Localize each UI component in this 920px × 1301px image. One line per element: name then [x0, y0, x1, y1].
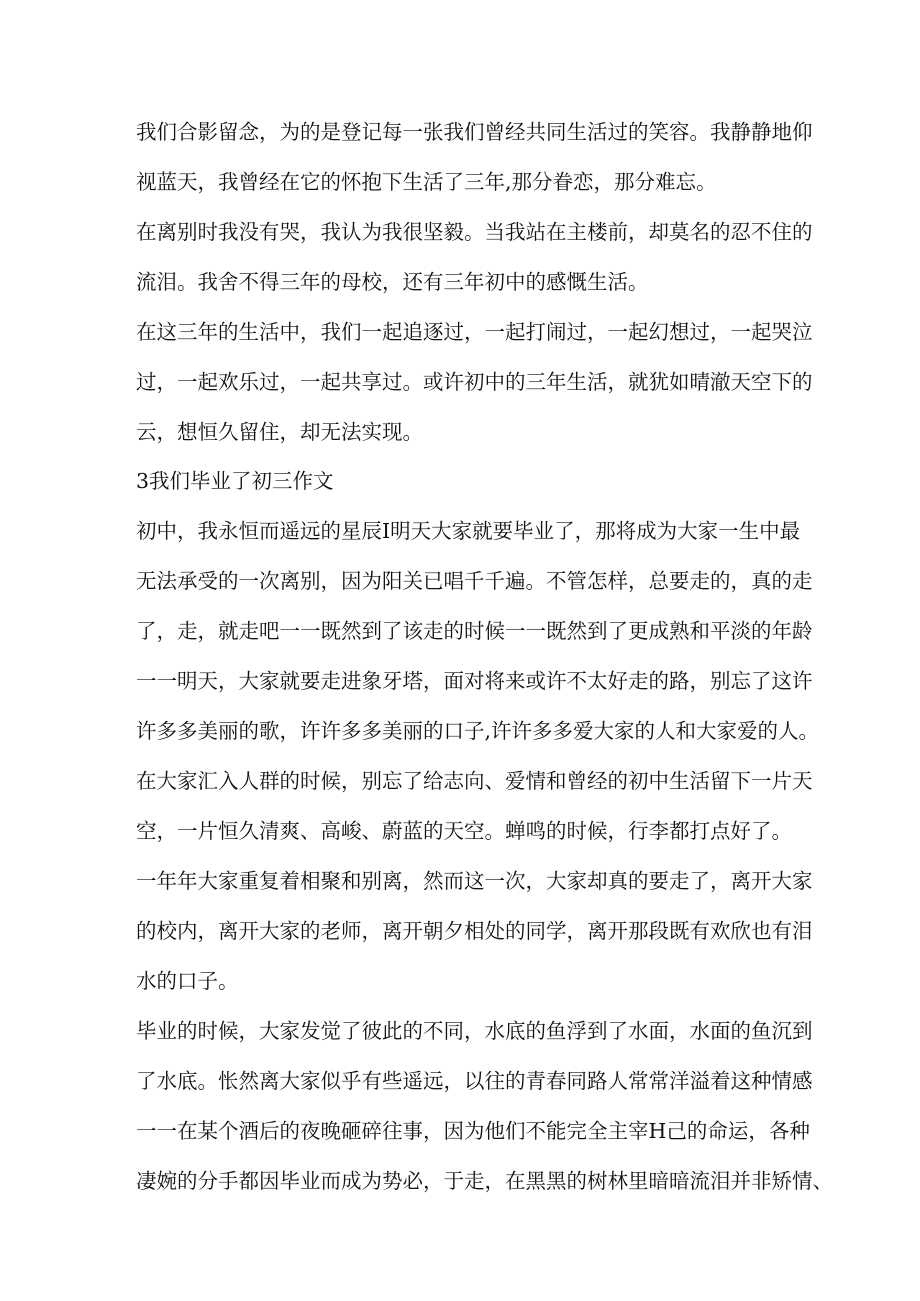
text-line: 我们合影留念，为的是登记每一张我们曾经共同生活过的笑容。我静静地仰: [136, 120, 813, 144]
text-line: 许多多美丽的歌，许许多多美丽的口子,许许多多爱大家的人和大家爱的人。: [136, 719, 820, 743]
text-line: 在大家汇入人群的时候，别忘了给志向、爱情和曾经的初中生活留下一片天: [136, 769, 813, 793]
text-line: 初中，我永恒而遥远的星辰I明天大家就要毕业了，那将成为大家一生中最: [136, 519, 801, 543]
text-line: 水的口子。: [136, 969, 239, 993]
text-line: 毕业的时候，大家发觉了彼此的不同，水底的鱼浮到了水面，水面的鱼沉到: [136, 1019, 813, 1043]
text-line: 了水底。怅然离大家似乎有些遥远，以往的青春同路人常常洋溢着这种情感: [136, 1069, 813, 1093]
text-line: 在这三年的生活中，我们一起追逐过，一起打闹过，一起幻想过，一起哭泣: [136, 320, 813, 344]
text-line: 在离别时我没有哭，我认为我很坚毅。当我站在主楼前，却莫名的忍不住的: [136, 220, 813, 244]
section-heading: 3我们毕业了初三作文: [136, 469, 334, 493]
text-line: 视蓝天，我曾经在它的怀抱下生活了三年,那分眷恋，那分难忘。: [136, 170, 717, 194]
text-line: 空，一片恒久清爽、高峻、蔚蓝的天空。蝉鸣的时候，行李都打点好了。: [136, 819, 792, 843]
text-line: 一年年大家重复着相聚和别离，然而这一次，大家却真的要走了，离开大家: [136, 869, 813, 893]
text-line: 凄婉的分手都因毕业而成为势必，于走，在黑黑的树林里暗暗流泪并非矫情、: [136, 1169, 833, 1193]
text-line: 流泪。我舍不得三年的母校，还有三年初中的感慨生活。: [136, 270, 649, 294]
text-line: 了，走，就走吧一一既然到了该走的时候一一既然到了更成熟和平淡的年龄: [136, 619, 813, 643]
text-line: 云，想恒久留住，却无法实现。: [136, 420, 423, 444]
text-line: 无法承受的一次离别，因为阳关已唱千千遍。不管怎样，总要走的，真的走: [136, 569, 813, 593]
text-line: 的校内，离开大家的老师，离开朝夕相处的同学，离开那段既有欢欣也有泪: [136, 919, 813, 943]
text-line: 过，一起欢乐过，一起共享过。或许初中的三年生活，就犹如晴澈天空下的: [136, 370, 813, 394]
text-line: 一一明天，大家就要走进象牙塔，面对将来或许不太好走的路，别忘了这许: [136, 669, 813, 693]
text-line: 一一在某个酒后的夜晚砸碎往事，因为他们不能完全主宰H己的命运，各种: [136, 1119, 810, 1143]
